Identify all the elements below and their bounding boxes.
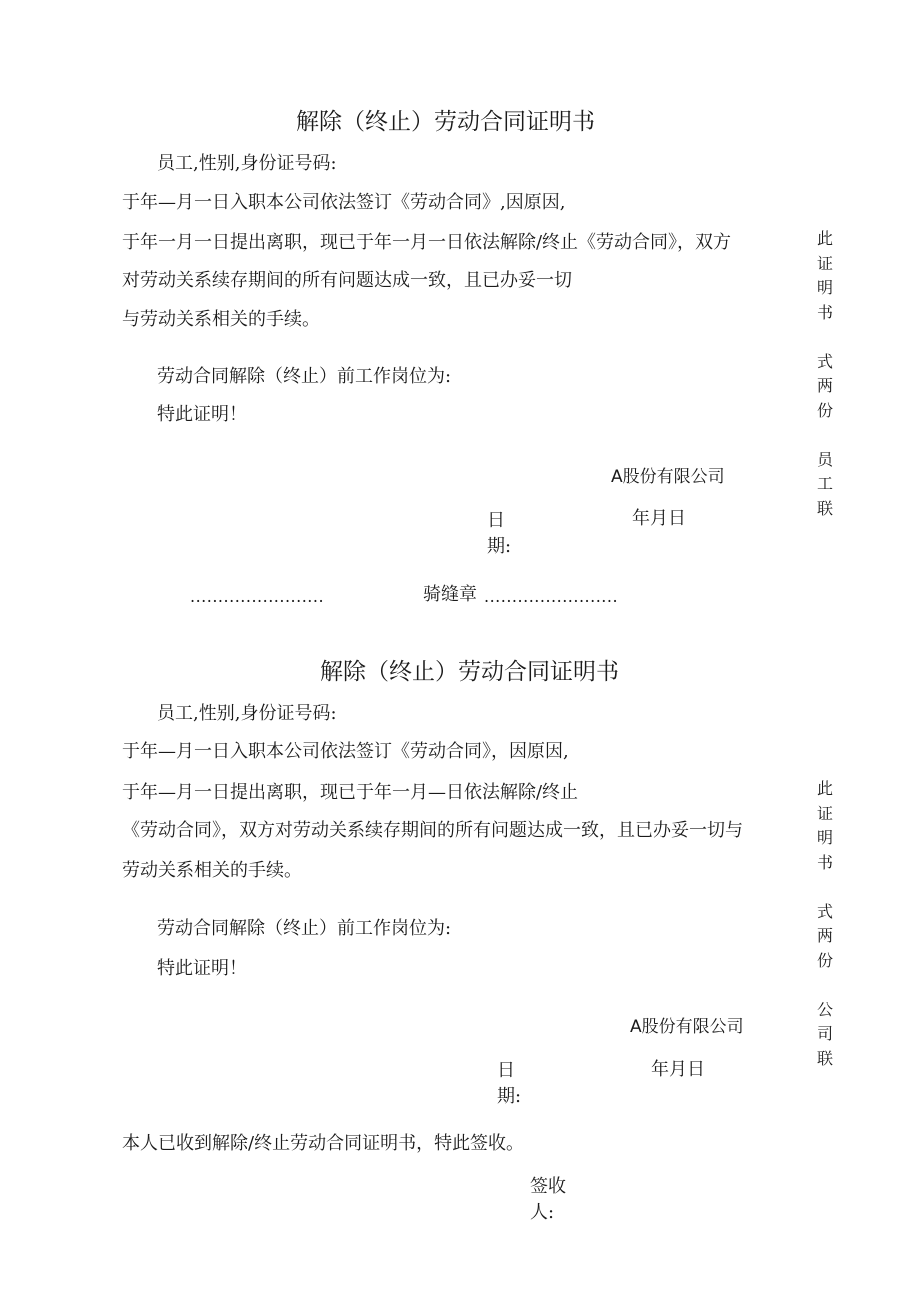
entry-contract-line: 于年—月一日入职本公司依法签订《劳动合同》，因原因,: [122, 741, 569, 762]
entry-contract-line: 于年—月一日入职本公司依法签订《劳动合同》,因原因,: [122, 192, 566, 213]
signer-label: 签收 人:: [530, 1176, 566, 1223]
employee-info-line: 员工,性别,身份证号码:: [157, 153, 337, 174]
termination-line: 于年—月一日提出离职，现已于年一月—日依法解除/终止: [122, 782, 579, 803]
agreement-line: 对劳动关系续存期间的所有问题达成一致，且已办妥一切: [122, 270, 572, 291]
date-label: 日 期:: [487, 510, 512, 557]
seam-stamp-label: 骑缝章: [423, 584, 477, 605]
receipt-statement: 本人已收到解除/终止劳动合同证明书，特此签收。: [122, 1133, 525, 1154]
copy-note-company: 此证明书 式两份 公司联: [816, 779, 833, 1068]
hereby-certify: 特此证明！: [157, 404, 247, 425]
certificate-title: 解除（终止）劳动合同证明书: [320, 659, 619, 685]
agreement-line: 《劳动合同》，双方对劳动关系续存期间的所有问题达成一致，且已办妥一切与: [122, 820, 743, 841]
seam-dots-right: ........................: [484, 587, 619, 606]
seam-dots-left: ........................: [190, 587, 325, 606]
date-value: 年月日: [651, 1059, 705, 1080]
position-line: 劳动合同解除（终止）前工作岗位为:: [157, 918, 452, 939]
certificate-title: 解除（终止）劳动合同证明书: [296, 109, 595, 135]
position-line: 劳动合同解除（终止）前工作岗位为:: [157, 366, 452, 387]
company-name: A股份有限公司: [611, 467, 725, 487]
employee-info-line: 员工,性别,身份证号码:: [157, 703, 337, 724]
hereby-certify: 特此证明！: [157, 958, 247, 979]
copy-note-employee: 此证明书 式两份 员工联: [816, 229, 833, 518]
date-value: 年月日: [632, 508, 686, 529]
date-label: 日 期:: [497, 1060, 522, 1107]
procedures-line: 与劳动关系相关的手续。: [122, 309, 320, 330]
company-name: A股份有限公司: [630, 1017, 744, 1037]
termination-line: 于年一月一日提出离职，现已于年一月一日依法解除/终止《劳动合同》，双方: [122, 232, 732, 253]
procedures-line: 劳动关系相关的手续。: [122, 860, 302, 881]
